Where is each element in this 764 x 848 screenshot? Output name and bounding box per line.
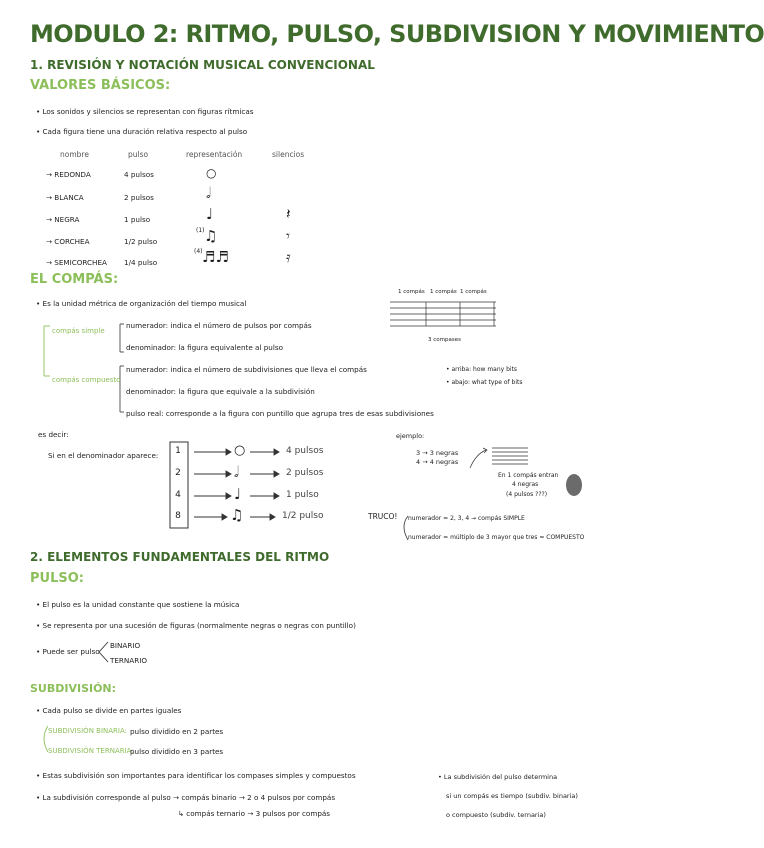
puede-ser-pulso: • Puede ser pulso <box>36 647 100 656</box>
denominador-2: 2 <box>175 468 181 478</box>
compas-heading: EL COMPÁS: <box>30 272 119 287</box>
ejemplo-caption-2: 4 negras <box>512 481 539 488</box>
subdivision-binaria-text: pulso dividido en 2 partes <box>130 727 224 736</box>
row-semicorchea-pulse: 1/4 pulso <box>124 258 158 267</box>
subdivision-ternaria-text: pulso dividido en 3 partes <box>130 747 224 756</box>
half-note-icon: 𝅗𝅥 <box>206 184 211 202</box>
denominador-1: 1 <box>175 446 181 456</box>
bullet-duracion: • Cada figura tiene una duración relativa respecto al pulso <box>36 127 248 136</box>
result-half-pulso: 1/2 pulso <box>282 511 324 521</box>
note-arriba: • arriba: how many bits <box>446 366 518 373</box>
quarter-note-icon: ♩ <box>234 485 242 503</box>
pulso-bullet-2: • Se representa por una sucesión de figuras (normalmente negras o negras con puntillo) <box>36 621 356 630</box>
note-abajo: • abajo: what type of bits <box>446 379 523 386</box>
eighth-rest-icon: 𝄾 <box>286 227 290 245</box>
subdivision-bullet: • Cada pulso se divide en partes iguales <box>36 706 182 715</box>
section-1-heading: 1. REVISIÓN Y NOTACIÓN MUSICAL CONVENCIONAL <box>30 58 375 72</box>
col-silencios: silencios <box>272 150 305 159</box>
row-redonda-name: → REDONDA <box>46 170 91 179</box>
whole-note-icon: ○ <box>234 443 246 458</box>
truco-simple: numerador = 2, 3, 4 → compás SIMPLE <box>408 515 525 522</box>
side-note-2: si un compás es tiempo (subdiv. binaria) <box>446 792 578 800</box>
ejemplo-caption-3: (4 pulsos ???) <box>506 491 548 498</box>
compas-definition: • Es la unidad métrica de organización del tiempo musical <box>36 299 247 308</box>
truco-compuesto: numerador = múltiplo de 3 mayor que tres = COMPUESTO <box>408 534 585 541</box>
sixteenth-note-icon: ♬♬ <box>202 248 229 266</box>
row-redonda-pulse: 4 pulsos <box>124 170 154 179</box>
col-representacion: representación <box>186 150 243 159</box>
denominador-8: 8 <box>175 511 181 521</box>
row-blanca-pulse: 2 pulsos <box>124 193 154 202</box>
simple-denominador: denominador: la figura equivalente al pulso <box>126 343 284 352</box>
truco-label: TRUCO! <box>368 512 398 521</box>
page-title: MODULO 2: RITMO, PULSO, SUBDIVISION Y MOVIMIENTO <box>30 20 764 48</box>
staff-label-1: 1 compás <box>398 289 425 295</box>
col-pulso: pulso <box>128 150 149 159</box>
subdivision-ternaria-label: SUBDIVISIÓN TERNARIA: <box>48 747 134 755</box>
bullet-figuras: • Los sonidos y silencios se representan con figuras rítmicas <box>36 107 254 116</box>
compas-compuesto-label: compás compuesto <box>52 376 121 384</box>
section-2-heading: 2. ELEMENTOS FUNDAMENTALES DEL RITMO <box>30 550 330 564</box>
es-decir-label: es decir: <box>38 430 69 439</box>
compas-simple-label: compás simple <box>52 327 105 335</box>
row-semicorchea-name: → SEMICORCHEA <box>46 258 107 267</box>
eighth-note-icon: ♫ <box>204 227 218 245</box>
ejemplo-caption-1: En 1 compás entran <box>498 472 559 479</box>
ejemplo-top: 3 → 3 negras <box>416 449 459 457</box>
ejemplo-label: ejemplo: <box>396 432 425 440</box>
staff-caption: 3 compases <box>428 337 461 343</box>
pulso-binario: BINARIO <box>110 641 141 650</box>
puede-bracket <box>96 640 110 666</box>
ejemplo-bottom: 4 → 4 negras <box>416 458 459 466</box>
half-note-icon: 𝅗𝅥 <box>234 463 239 481</box>
sixteenth-rest-icon: 𝄿 <box>286 248 291 266</box>
denominador-4: 4 <box>175 490 181 500</box>
row-corchea-pulse: 1/2 pulso <box>124 237 158 246</box>
subdivision-importancia: • Estas subdivisión son importantes para identificar los compases simples y compuestos <box>36 771 356 780</box>
es-decir-intro: Si en el denominador aparece: <box>48 451 159 460</box>
side-note-3: o compuesto (subdiv. ternaria) <box>446 811 546 819</box>
row-blanca-name: → BLANCA <box>46 193 84 202</box>
glyph-mark-1: (1) <box>196 227 205 234</box>
quarter-note-icon: ♩ <box>206 205 214 223</box>
subdivision-heading: SUBDIVISIÓN: <box>30 682 117 695</box>
col-nombre: nombre <box>60 150 89 159</box>
ejemplo-staff <box>468 444 538 474</box>
simple-numerador: numerador: indica el número de pulsos por compás <box>126 321 312 330</box>
pulso-bullet-1: • El pulso es la unidad constante que sostiene la música <box>36 600 240 609</box>
quarter-rest-icon: 𝄽 <box>286 205 291 223</box>
row-negra-pulse: 1 pulso <box>124 215 151 224</box>
ink-blot <box>566 474 582 496</box>
whole-note-icon: ○ <box>206 166 217 180</box>
compuesto-numerador: numerador: indica el número de subdivisiones que lleva el compás <box>126 365 367 374</box>
subdivision-binaria-label: SUBDIVISIÓN BINARIA: <box>48 727 127 735</box>
side-note-1: • La subdivisión del pulso determina <box>438 773 558 781</box>
eighth-note-icon: ♫ <box>230 506 244 524</box>
result-1-pulso: 1 pulso <box>286 490 319 500</box>
pulso-ternario: TERNARIO <box>110 656 147 665</box>
subdivision-ternario-line: ↳ compás ternario → 3 pulsos por compás <box>178 809 331 818</box>
valores-basicos-heading: VALORES BÁSICOS: <box>30 78 171 93</box>
staff-label-3: 1 compás <box>460 289 487 295</box>
result-4-pulsos: 4 pulsos <box>286 446 324 456</box>
compuesto-pulso-real: pulso real: corresponde a la figura con puntillo que agrupa tres de esas subdivisiones <box>126 409 434 418</box>
glyph-mark-4: (4) <box>194 248 203 255</box>
result-2-pulsos: 2 pulsos <box>286 468 324 478</box>
row-negra-name: → NEGRA <box>46 215 80 224</box>
compuesto-denominador: denominador: la figura que equivale a la subdivisión <box>126 387 315 396</box>
staff-label-2: 1 compás <box>430 289 457 295</box>
row-corchea-name: → CORCHEA <box>46 237 90 246</box>
subdivision-binario-line: • La subdivisión corresponde al pulso → compás binario → 2 o 4 pulsos por compás <box>36 793 336 802</box>
pulso-heading: PULSO: <box>30 571 84 586</box>
